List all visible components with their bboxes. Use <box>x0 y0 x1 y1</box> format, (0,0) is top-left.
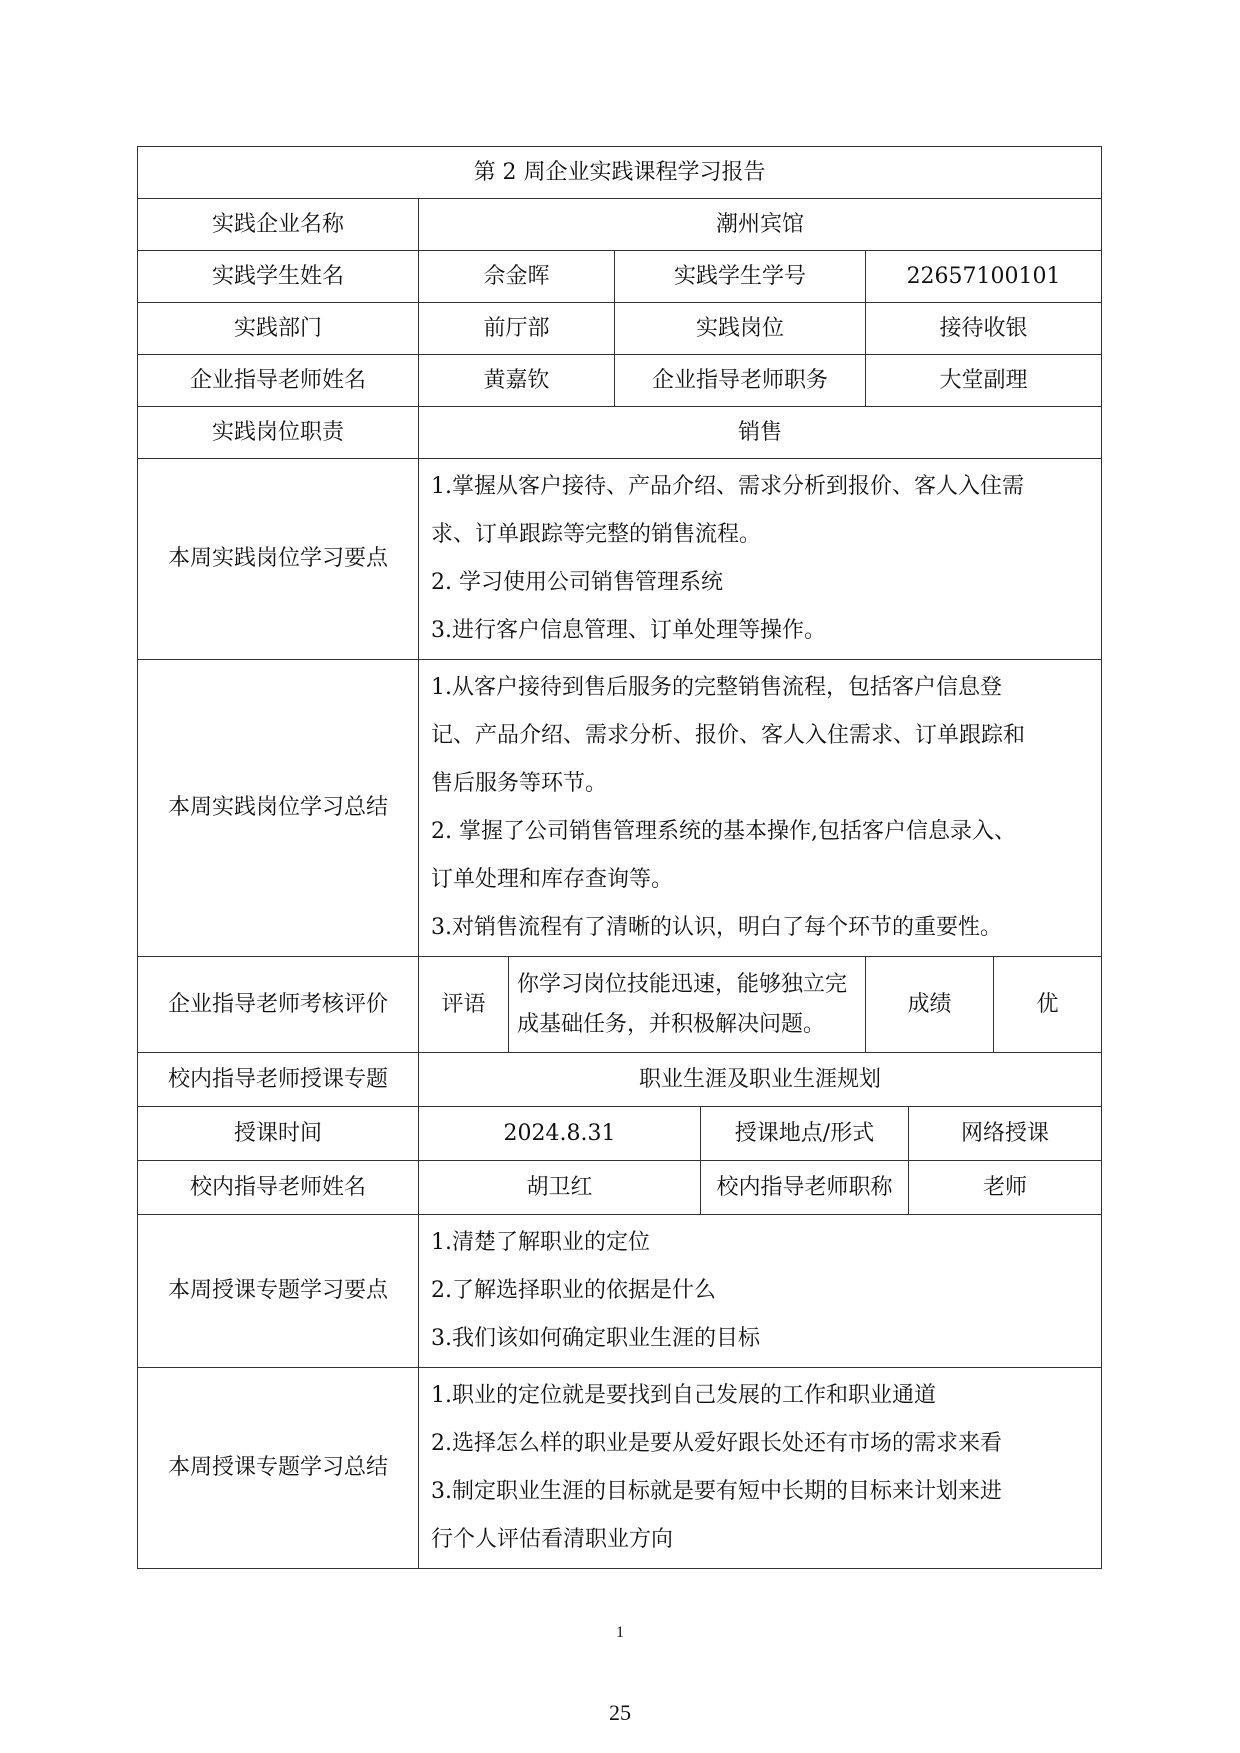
key-points-row <box>138 459 1102 660</box>
student-id: 22657100101 <box>866 251 1102 303</box>
topic-label: 校内指导老师授课专题 <box>138 1053 419 1107</box>
summary-row <box>138 660 1102 957</box>
mentor-title-label: 企业指导老师职务 <box>615 355 866 407</box>
topic-row <box>138 1053 1102 1107</box>
lecture-time: 2024.8.31 <box>419 1107 701 1161</box>
list-item: 2.了解选择职业的依据是什么 <box>431 1278 716 1303</box>
teacher-title: 老师 <box>909 1161 1102 1215</box>
list-item: 2.选择怎么样的职业是要从爱好跟长处还有市场的需求来看 <box>431 1431 1002 1456</box>
report-table <box>137 146 1102 1569</box>
topic-summary-label: 本周授课专题学习总结 <box>138 1368 419 1569</box>
post-label: 实践岗位 <box>615 303 866 355</box>
comment-text: 你学习岗位技能迅速，能够独立完成基础任务，并积极解决问题。 <box>509 957 866 1053</box>
list-item: 售后服务等环节。 <box>431 771 608 796</box>
company-row <box>138 199 1102 251</box>
title-row <box>138 147 1102 199</box>
duty-value: 销售 <box>419 407 1102 459</box>
student-row <box>138 251 1102 303</box>
summary-list <box>419 660 1102 957</box>
topic-summary-list <box>419 1368 1102 1569</box>
student-id-label: 实践学生学号 <box>615 251 866 303</box>
company-value: 潮州宾馆 <box>419 199 1102 251</box>
list-item: 3.进行客户信息管理、订单处理等操作。 <box>431 618 826 643</box>
duty-label: 实践岗位职责 <box>138 407 419 459</box>
score-label: 成绩 <box>866 957 994 1053</box>
mentor-name-label: 企业指导老师姓名 <box>138 355 419 407</box>
teacher-title-label: 校内指导老师职称 <box>701 1161 909 1215</box>
list-item: 1.从客户接待到售后服务的完整销售流程，包括客户信息登 <box>431 675 1002 700</box>
list-item: 2. 掌握了公司销售管理系统的基本操作,包括客户信息录入、 <box>431 819 1016 844</box>
list-item: 2. 学习使用公司销售管理系统 <box>431 570 723 595</box>
student-name: 佘金晖 <box>419 251 615 303</box>
key-points-label: 本周实践岗位学习要点 <box>138 459 419 660</box>
list-item: 1.清楚了解职业的定位 <box>431 1230 650 1255</box>
mentor-name: 黄嘉钦 <box>419 355 615 407</box>
dept-row <box>138 303 1102 355</box>
score-value: 优 <box>994 957 1102 1053</box>
lecture-place: 网络授课 <box>909 1107 1102 1161</box>
topic-points-list <box>419 1215 1102 1368</box>
summary-label: 本周实践岗位学习总结 <box>138 660 419 957</box>
comment-label: 评语 <box>419 957 509 1053</box>
evaluation-row <box>138 957 1102 1053</box>
company-label: 实践企业名称 <box>138 199 419 251</box>
list-item: 3.我们该如何确定职业生涯的目标 <box>431 1326 760 1351</box>
mentor-title: 大堂副理 <box>866 355 1102 407</box>
topic-summary-row <box>138 1368 1102 1569</box>
lecture-time-label: 授课时间 <box>138 1107 419 1161</box>
topic-points-row <box>138 1215 1102 1368</box>
lecture-place-label: 授课地点/形式 <box>701 1107 909 1161</box>
list-item: 1.职业的定位就是要找到自己发展的工作和职业通道 <box>431 1383 936 1408</box>
teacher-row <box>138 1161 1102 1215</box>
topic-value: 职业生涯及职业生涯规划 <box>419 1053 1102 1107</box>
list-item: 3.制定职业生涯的目标就是要有短中长期的目标来计划来进 <box>431 1479 1002 1504</box>
post-value: 接待收银 <box>866 303 1102 355</box>
dept-value: 前厅部 <box>419 303 615 355</box>
inner-page-number: 1 <box>616 1624 624 1641</box>
list-item: 1.掌握从客户接待、产品介绍、需求分析到报价、客人入住需 <box>431 474 1024 499</box>
evaluation-label: 企业指导老师考核评价 <box>138 957 419 1053</box>
lecture-row <box>138 1107 1102 1161</box>
dept-label: 实践部门 <box>138 303 419 355</box>
duty-row <box>138 407 1102 459</box>
list-item: 行个人评估看清职业方向 <box>431 1527 674 1552</box>
list-item: 求、订单跟踪等完整的销售流程。 <box>431 522 762 547</box>
outer-page-number: 25 <box>609 1700 631 1725</box>
list-item: 3.对销售流程有了清晰的认识，明白了每个环节的重要性。 <box>431 915 1002 940</box>
list-item: 订单处理和库存查询等。 <box>431 867 674 892</box>
teacher-name: 胡卫红 <box>419 1161 701 1215</box>
report-title: 第 2 周企业实践课程学习报告 <box>138 147 1102 199</box>
teacher-name-label: 校内指导老师姓名 <box>138 1161 419 1215</box>
topic-points-label: 本周授课专题学习要点 <box>138 1215 419 1368</box>
student-name-label: 实践学生姓名 <box>138 251 419 303</box>
key-points-list <box>419 459 1102 660</box>
mentor-row <box>138 355 1102 407</box>
list-item: 记、产品介绍、需求分析、报价、客人入住需求、订单跟踪和 <box>431 723 1026 748</box>
